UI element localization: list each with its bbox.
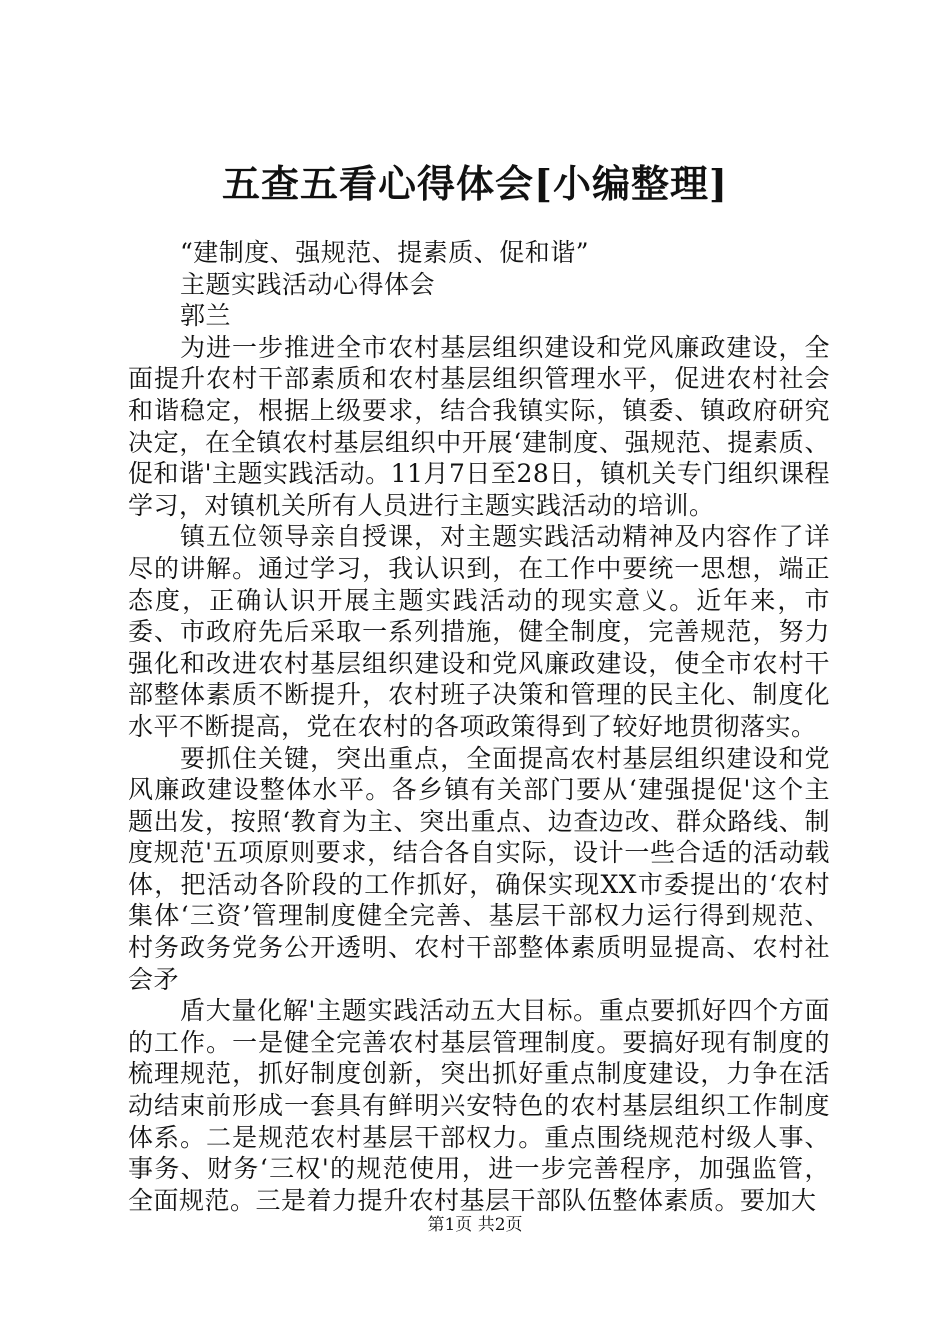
paragraph-2: 镇五位领导亲自授课，对主题实践活动精神及内容作了详尽的讲解。通过学习，我认识到，在工作中要统一思想，端正态度，正确认识开展主题实践活动的现实意义。近年来，市委、市政府先后采取一系列措施，健全制度，完善规范，努力强化和改进农村基层组织建设和党风廉政建设，使全市农村干部整体素质不断提升，农村班子决策和管理的民主化、制度化水平不断提高，党在农村的各项政策得到了较好地贯彻落实。 — [128, 522, 830, 741]
document-body — [128, 237, 830, 1216]
subtitle-line-1: “建制度、强规范、提素质、促和谐” — [180, 238, 590, 267]
document-title: 五查五看心得体会[小编整理] — [222, 161, 728, 206]
author-name: 郭兰 — [180, 301, 232, 331]
page-footer: 第1页 共2页 — [427, 1215, 523, 1235]
paragraph-3: 要抓住关键，突出重点，全面提高农村基层组织建设和党风廉政建设整体水平。各乡镇有关部门要从‘建强提促'这个主题出发，按照‘教育为主、突出重点、边查边改、群众路线、制度规范'五项原则要求，结合各自实际，设计一些合适的活动载体，把活动各阶段的工作抓好，确保实现XX市委提出的‘农村集体‘三资’管理制度健全完善、基层干部权力运行得到规范、村务政务党务公开透明、农村干部整体素质明显提高、农村社会矛 — [128, 743, 830, 994]
paragraph-1: 为进一步推进全市农村基层组织建设和党风廉政建设，全面提升农村干部素质和农村基层组织管理水平，促进农村社会和谐稳定，根据上级要求，结合我镇实际，镇委、镇政府研究决定，在全镇农村基层组织中开展‘建制度、强规范、提素质、促和谐'主题实践活动。11月7日至28日，镇机关专门组织课程学习，对镇机关所有人员进行主题实践活动的培训。 — [128, 332, 830, 520]
paragraph-4: 盾大量化解'主题实践活动五大目标。重点要抓好四个方面的工作。一是健全完善农村基层管理制度。要搞好现有制度的梳理规范，抓好制度创新，突出抓好重点制度建设，力争在活动结束前形成一套具有鲜明兴安特色的农村基层组织工作制度体系。二是规范农村基层干部权力。重点围绕规范村级人事、事务、财务‘三权'的规范使用，进一步完善程序，加强监管，全面规范。三是着力提升农村基层干部队伍整体素质。要加大 — [128, 996, 830, 1215]
subtitle-line-2: 主题实践活动心得体会 — [180, 269, 436, 299]
